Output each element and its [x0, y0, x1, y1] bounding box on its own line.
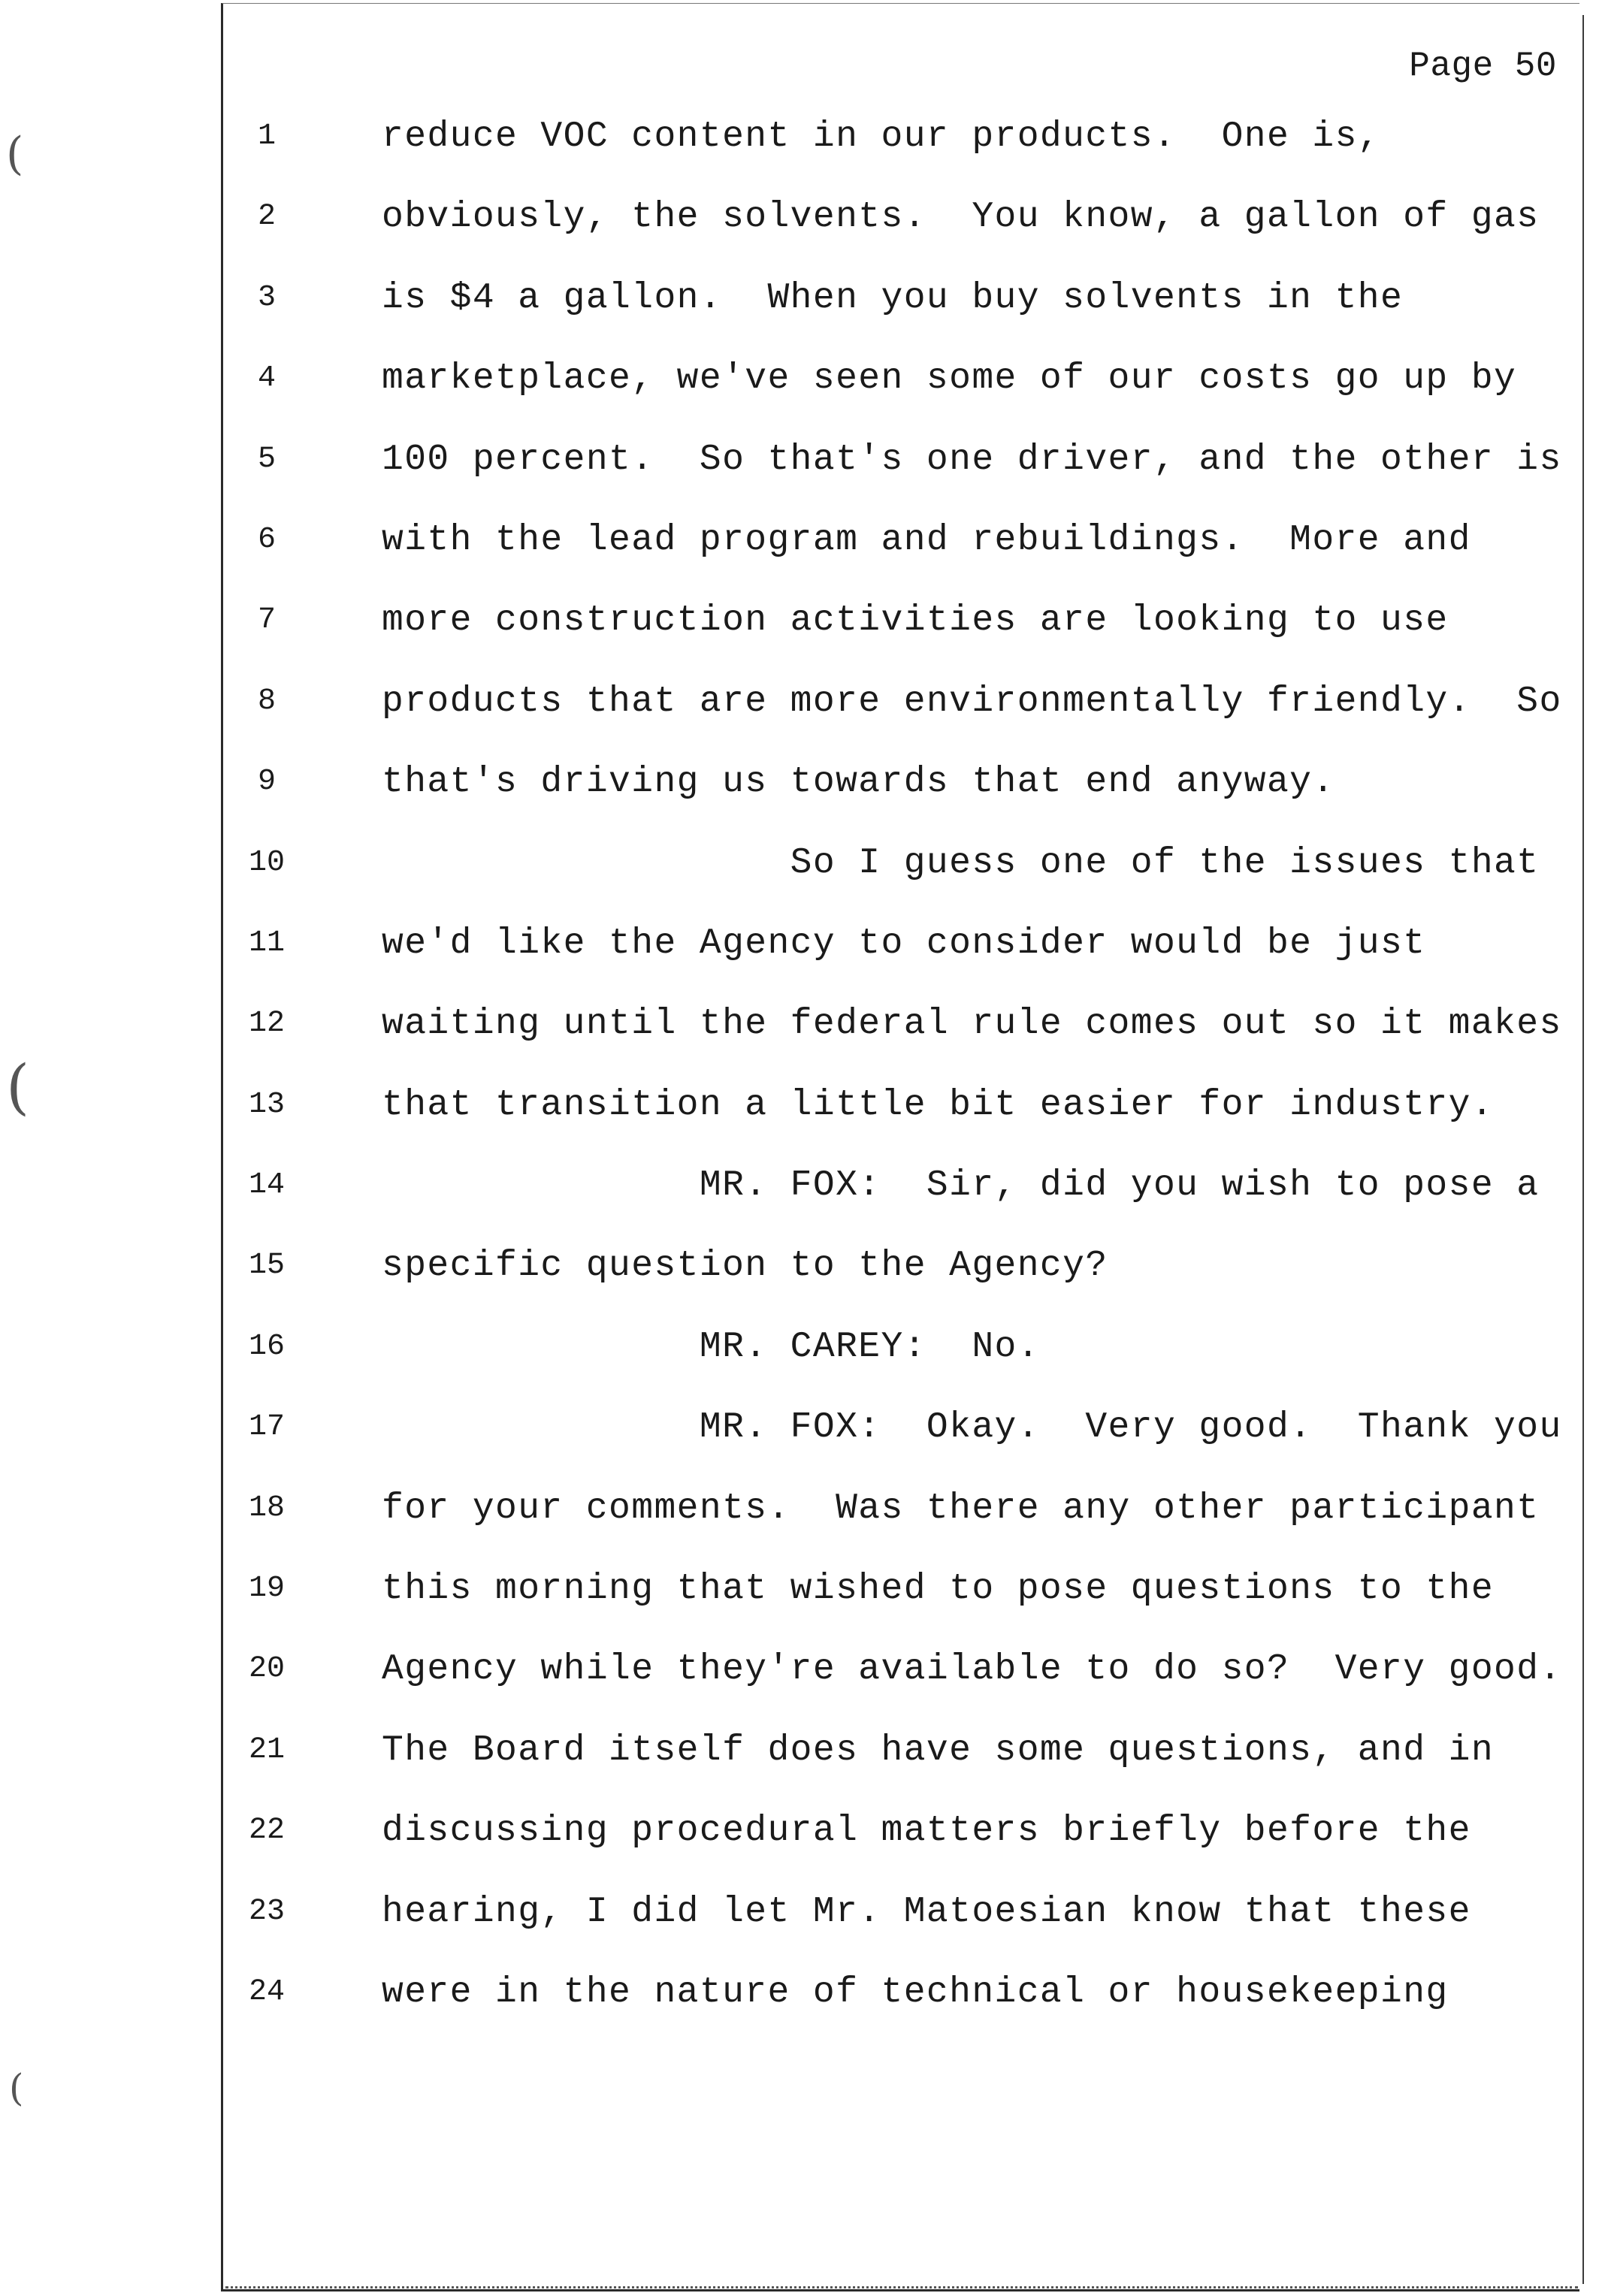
line-number: 11	[248, 926, 285, 960]
line-number: 20	[248, 1652, 285, 1687]
line-text: we'd like the Agency to consider would be just	[382, 923, 1426, 964]
line-number: 22	[248, 1814, 285, 1848]
margin-bracket-mark: (	[6, 128, 24, 180]
line-number: 6	[257, 522, 276, 557]
transcript-line	[0, 1807, 1599, 1887]
line-text: 100 percent. So that's one driver, and the other is	[382, 439, 1562, 480]
transcript-line	[0, 1081, 1599, 1162]
line-text: obviously, the solvents. You know, a gallon of gas	[382, 197, 1540, 238]
line-number: 4	[257, 361, 276, 396]
transcript-line	[0, 274, 1599, 355]
transcript-line	[0, 193, 1599, 273]
line-text: that transition a little bit easier for industry.	[382, 1084, 1495, 1125]
line-number: 9	[257, 765, 276, 799]
line-text: Agency while they're available to do so? Very good.	[382, 1649, 1562, 1690]
line-number: 21	[248, 1733, 285, 1767]
transcript-line	[0, 758, 1599, 838]
transcript-line	[0, 1162, 1599, 1242]
transcript-line	[0, 1323, 1599, 1403]
transcript-line	[0, 920, 1599, 1000]
transcript-line	[0, 1242, 1599, 1322]
line-number: 19	[248, 1572, 285, 1606]
line-text: were in the nature of technical or housekeeping	[382, 1971, 1449, 2013]
line-number: 13	[248, 1087, 285, 1122]
line-text: marketplace, we've seen some of our costs go up by	[382, 358, 1517, 400]
transcript-line	[0, 1000, 1599, 1080]
line-number: 14	[248, 1168, 285, 1203]
line-number: 15	[248, 1249, 285, 1283]
transcript-line	[0, 113, 1599, 193]
line-text: more construction activities are looking to use	[382, 600, 1449, 642]
transcript-line	[0, 516, 1599, 597]
line-text: specific question to the Agency?	[382, 1246, 1108, 1287]
line-number: 7	[257, 603, 276, 638]
line-text: is $4 a gallon. When you buy solvents in the	[382, 277, 1404, 319]
transcript-line	[0, 355, 1599, 435]
line-text: products that are more environmentally friendly. So	[382, 681, 1562, 722]
line-text: MR. CAREY: No.	[382, 1326, 1040, 1367]
page-number: Page 50	[1409, 47, 1557, 86]
line-text: waiting until the federal rule comes out so it makes	[382, 1004, 1562, 1045]
margin-bracket-mark: (	[9, 2066, 24, 2110]
line-text: The Board itself does have some questions, and in	[382, 1730, 1495, 1771]
margin-bracket-mark: (	[6, 1052, 30, 1122]
line-number: 10	[248, 845, 285, 880]
transcript-body	[0, 113, 1599, 2049]
line-number: 1	[257, 119, 276, 153]
line-number: 12	[248, 1007, 285, 1041]
line-text: reduce VOC content in our products. One is,	[382, 116, 1381, 157]
page-bottom-border	[225, 2286, 1578, 2288]
line-text: hearing, I did let Mr. Matoesian know that these	[382, 1891, 1471, 1932]
line-number: 8	[257, 684, 276, 718]
line-number: 23	[248, 1894, 285, 1929]
transcript-line	[0, 1968, 1599, 2049]
line-text: that's driving us towards that end anyway.	[382, 762, 1335, 803]
transcript-line	[0, 1565, 1599, 1645]
line-number: 3	[257, 280, 276, 315]
line-text: So I guess one of the issues that	[382, 842, 1540, 884]
transcript-line	[0, 1888, 1599, 1968]
line-number: 24	[248, 1974, 285, 2009]
line-text: with the lead program and rebuildings. More and	[382, 519, 1471, 560]
line-number: 18	[248, 1491, 285, 1525]
line-number: 5	[257, 442, 276, 476]
transcript-line	[0, 436, 1599, 516]
transcript-line	[0, 1645, 1599, 1726]
transcript-line	[0, 1727, 1599, 1807]
line-text: discussing procedural matters briefly before the	[382, 1811, 1471, 1852]
line-number: 2	[257, 200, 276, 234]
transcript-line	[0, 678, 1599, 758]
line-text: for your comments. Was there any other participant	[382, 1488, 1540, 1529]
transcript-line	[0, 839, 1599, 920]
transcript-line	[0, 1403, 1599, 1484]
transcript-line	[0, 597, 1599, 677]
line-text: this morning that wished to pose questions to the	[382, 1569, 1495, 1610]
line-number: 16	[248, 1329, 285, 1364]
line-number: 17	[248, 1410, 285, 1445]
line-text: MR. FOX: Okay. Very good. Thank you	[382, 1407, 1562, 1449]
transcript-line	[0, 1485, 1599, 1565]
line-text: MR. FOX: Sir, did you wish to pose a	[382, 1165, 1540, 1207]
